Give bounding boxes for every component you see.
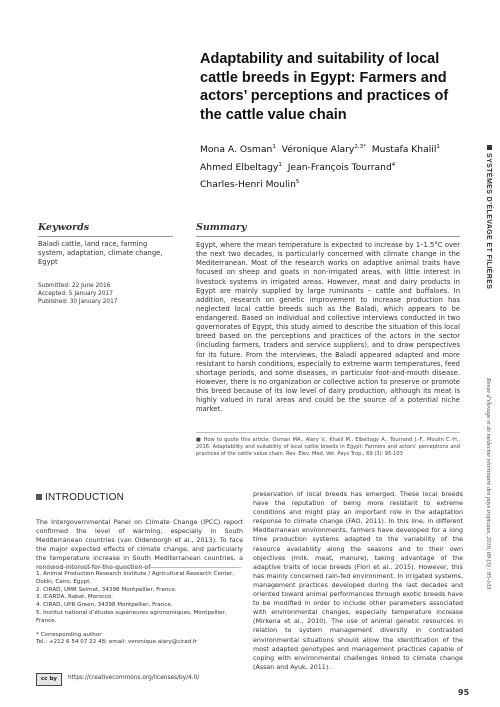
affiliation-item: 3. ICARDA, Rabat, Morocco.	[36, 594, 113, 601]
author-affiliation-ref: 2,3*	[354, 144, 366, 150]
article-dates	[38, 282, 168, 306]
intro-heading	[36, 492, 124, 503]
license-link[interactable]: https://creativecommons.org/licenses/by/4.0/	[68, 675, 200, 681]
heading-square-icon	[36, 494, 42, 500]
correspondence-label: * Corresponding author	[36, 631, 102, 638]
affiliation-item: 2. CIRAD, UMR Selmet, 34398 Montpellier, France.	[36, 586, 177, 593]
author-affiliation-ref: 5	[295, 179, 300, 186]
intro-heading-label: INTRODUCTION	[45, 492, 125, 503]
author-affiliation-ref: 1	[278, 161, 282, 168]
side-square-icon	[487, 145, 492, 150]
cite-rule	[196, 432, 460, 433]
page-number: 95	[458, 688, 470, 697]
section-side-header	[485, 145, 492, 289]
author-list	[200, 140, 440, 193]
intro-right-text: preservation of local breeds has emerged. These local breeds have the reputation of being more resistant to extreme conditions and might play an important role in the adaptation response to climate change (FAO, 2011). In this line, in different Mediterranean environments, farmers have developed for a long time production systems adapted to the variability of the resource availability along the seasons and to their own objectives (milk, meat, manure), taking advantage of the adaptive traits of local breeds (Flori et al., 2015). However, this has mainly concerned rain-fed environment. In irrigated systems, management practices developed during the last decades and oriented toward animal performances through exotic breeds have to be modified in order to include other parameters associated with environmental changes, especially temperature increase (Mirkena et al., 2010). The use of animal genetic resources in relation to system management diversity in contrasted environmental situations should allow the identification of the most adapted genotypes and management practices capable of coping with environmental challenges linked to climate change (Assan and Ayuk, 2011).	[253, 491, 463, 671]
summary-text: Egypt, where the mean temperature is expected to increase by 1–1.5°C over the next two decades, is particularly concerned with climate change in the Mediterranean. Most of the research works on adaptive animal traits have focused on sheep and goats in non-irrigated areas, with little interest in livestock systems in irrigated areas. However, meat and dairy products in Egypt are mainly supplied by large ruminants – cattle and buffaloes. In addition, research on genetic improvement to increase production has neglected local cattle breeds such as the Baladi, which appears to be endangered. Based on individual and collective interviews conducted in two governorates of Egypt, this study aimed to describe the situation of this local breed based on the perceptions and practices of the actors in the sector (including farmers, traders and service suppliers), and to draw perspectives for its future. From the interviews, the Baladi appeared adapted and more resistant to harsh conditions, especially to extreme warm temperatures, feed shortage periods, and some diseases, in particular foot-and-mouth disease. However, there is no organization or collective action to preserve or promote this breed because of its low level of dairy production, although its meat is highly valued in rural areas and could be the source of a potential niche market.	[196, 241, 460, 414]
author-affiliation-ref: 1	[272, 144, 276, 150]
author-name: Charles-Henri Moulin	[200, 179, 296, 191]
cc-license-icon: cc by	[36, 673, 62, 686]
author-line-3	[200, 175, 440, 193]
citation-note: ■ How to quote this article: Osman MA., Alary V., Khalil M., Elbeltagy A., Tourrand J.-F., Moulin C.-H., 2016. Adaptability and suitability of local cattle breeds in Egypt: Farmers and actors’ perceptions and practices of the cattle value chain. Rev. Elev. Med. Vet. Pays Trop., 69 (3): 95-103	[196, 437, 460, 458]
summary-rule	[196, 236, 460, 237]
submitted-date: Submitted: 22 June 2016	[38, 283, 111, 289]
affiliation-item: 1. Animal Production Research Institute / Agricultural Research Center, Dokki, Cairo, Egypt.	[36, 571, 235, 585]
keywords-heading: Keywords	[38, 222, 90, 233]
footnote-rule	[36, 567, 241, 568]
author-affiliation-ref: 1	[436, 144, 440, 150]
author-name: Ahmed Elbeltagy	[200, 161, 279, 173]
keywords-rule	[38, 236, 173, 237]
summary-heading: Summary	[196, 222, 247, 233]
journal-side-reference: Revue d’élevage et de médecine vétérinaire des pays tropicaux, 2016, 69 (3) : 95-103	[485, 378, 492, 590]
author-line-1	[200, 140, 440, 158]
correspondence-line: Tel.: +212 6 54 07 22 48; email: veronique.alary@cirad.fr	[36, 639, 198, 646]
author-name: Mona A. Osman	[200, 144, 273, 156]
accepted-date: Accepted: 5 January 2017	[38, 291, 113, 297]
published-date: Published: 30 January 2017	[38, 299, 118, 305]
keywords-text: Baladi cattle, land race, farming system, adaptation, climate change, Egypt	[38, 240, 163, 266]
author-name: Mustafa Khalil	[371, 144, 437, 156]
side-header-label: SYSTÈMES D’ÉLEVAGE ET FILIÈRES	[485, 153, 492, 290]
affiliation-item: 5. Institut national d’études supérieures agronomiques, Montpellier, France.	[36, 609, 227, 624]
intro-left-text: The Intergovernmental Panel on Climate Change (IPCC) report confirmed the level of warming, especially in South Mediterranean countries (van Oldenborgh et al., 2013). To face the major expected effects of climate change, and particularly the temperature increase in South Mediterranean countries, a	[36, 519, 243, 563]
affiliations	[36, 571, 241, 647]
author-name: Véronique Alary	[281, 144, 355, 156]
article-title: Adaptability and suitability of local cattle breeds in Egypt: Farmers and actors’ perceptions and practices of the cattle value chain	[200, 51, 449, 123]
affiliation-item: 4. CIRAD, UPR Green, 34398 Montpellier, France.	[36, 602, 173, 609]
author-affiliation-ref: 4	[391, 161, 396, 168]
author-name: Jean-François Tourrand	[287, 161, 392, 173]
author-line-2	[200, 158, 440, 176]
